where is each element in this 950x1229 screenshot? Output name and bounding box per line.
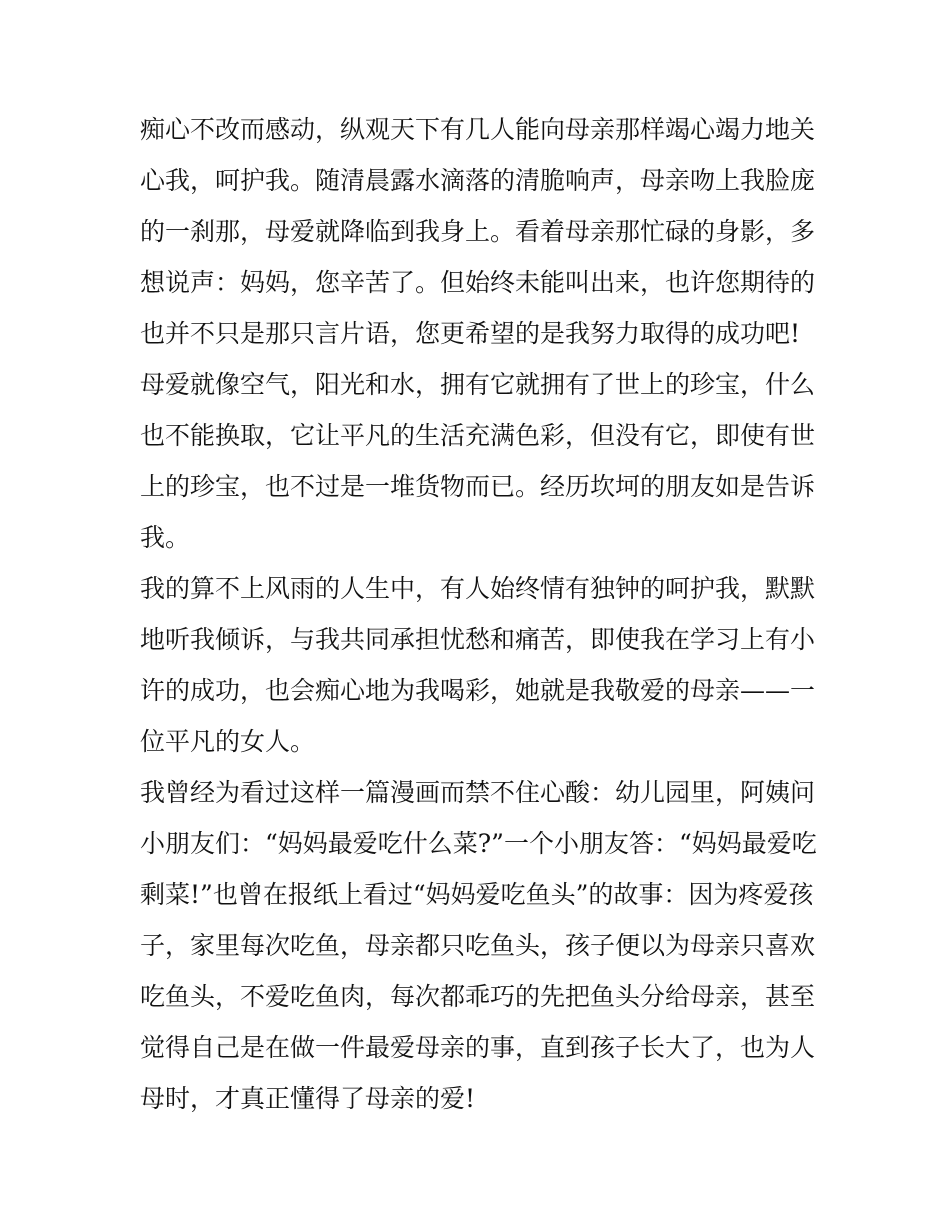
- text-line: 痴心不改而感动，纵观天下有几人能向母亲那样竭心竭力地关: [140, 115, 816, 144]
- text-line: 上的珍宝，也不过是一堆货物而已。经历坎坷的朋友如是告诉: [140, 472, 816, 501]
- text-line: 也不能换取，它让平凡的生活充满色彩，但没有它，即使有世: [140, 421, 816, 450]
- text-line: 也并不只是那只言片语，您更希望的是我努力取得的成功吧!: [140, 319, 801, 348]
- text-line: 的一刹那，母爱就降临到我身上。看着母亲那忙碌的身影，多: [140, 217, 816, 246]
- text-line: 许的成功，也会痴心地为我喝彩，她就是我敬爱的母亲——一: [140, 676, 816, 705]
- text-line: 我。: [140, 523, 191, 552]
- text-line: 剩菜!”也曾在报纸上看过“妈妈爱吃鱼头”的故事：因为疼爱孩: [140, 880, 814, 909]
- text-line: 位平凡的女人。: [140, 727, 316, 756]
- text-line: 子，家里每次吃鱼，母亲都只吃鱼头，孩子便以为母亲只喜欢: [140, 931, 816, 960]
- text-line: 小朋友们：“妈妈最爱吃什么菜?”一个小朋友答：“妈妈最爱吃: [140, 829, 817, 858]
- text-line: 想说声：妈妈，您辛苦了。但始终未能叫出来，也许您期待的: [140, 268, 816, 297]
- text-line: 吃鱼头，不爱吃鱼肉，每次都乖巧的先把鱼头分给母亲，甚至: [140, 982, 816, 1011]
- text-line: 心我，呵护我。随清晨露水滴落的清脆响声，母亲吻上我脸庞: [140, 166, 816, 195]
- text-line: 我曾经为看过这样一篇漫画而禁不住心酸：幼儿园里，阿姨问: [140, 778, 816, 807]
- text-line: 母爱就像空气，阳光和水，拥有它就拥有了世上的珍宝，什么: [140, 370, 816, 399]
- text-line: 地听我倾诉，与我共同承担忧愁和痛苦，即使我在学习上有小: [140, 625, 816, 654]
- text-line: 觉得自己是在做一件最爱母亲的事，直到孩子长大了，也为人: [140, 1033, 816, 1062]
- essay-text: [140, 104, 820, 1124]
- text-line: 我的算不上风雨的人生中，有人始终情有独钟的呵护我，默默: [140, 574, 816, 603]
- text-line: 母时，才真正懂得了母亲的爱!: [140, 1084, 476, 1113]
